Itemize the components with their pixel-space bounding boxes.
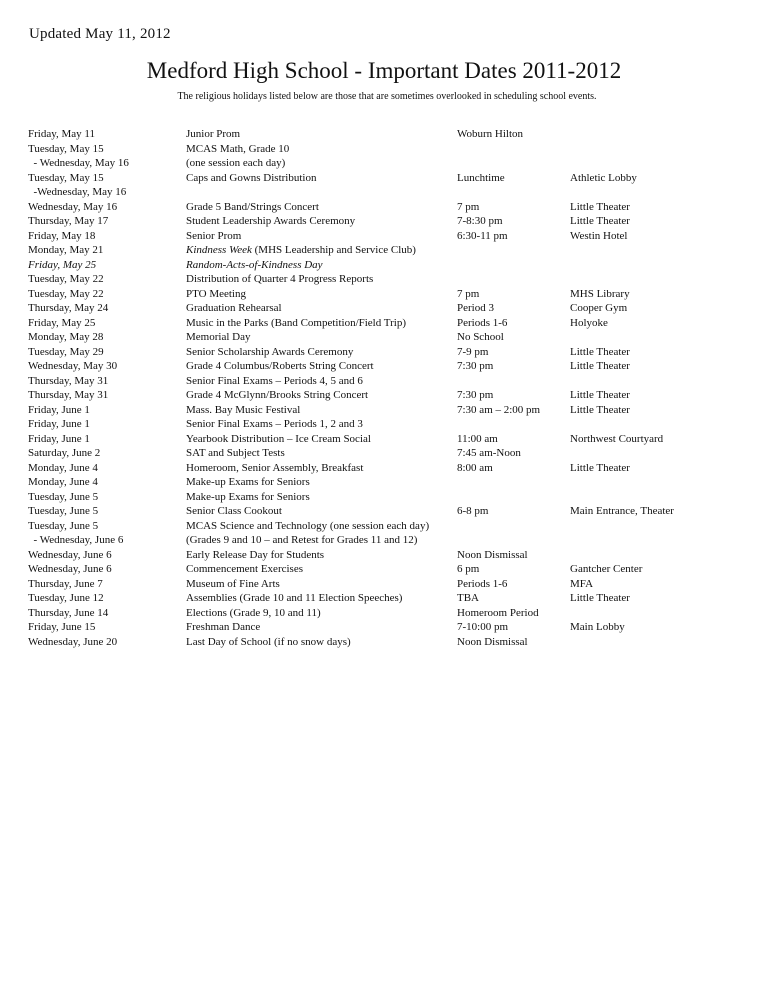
- event-text: Museum of Fine Arts: [186, 577, 280, 590]
- event-text: MCAS Math, Grade 10: [186, 142, 290, 155]
- table-row: [0, 359, 768, 374]
- time-cell: Periods 1-6: [457, 316, 508, 329]
- table-row: [0, 562, 768, 577]
- date-cell: Friday, June 15: [28, 621, 96, 633]
- location-cell: Little Theater: [570, 215, 630, 227]
- event-text: Grade 4 McGlynn/Brooks String Concert: [186, 389, 369, 401]
- location-cell: Cooper Gym: [570, 302, 628, 314]
- event-cell: [186, 533, 417, 548]
- event-text: Last Day of School (if no snow days): [186, 635, 351, 648]
- event-text: (Grades 9 and 10 – and Retest for Grades 11 and 12): [186, 534, 418, 546]
- event-text: Memorial Day: [186, 331, 251, 343]
- event-cell: [186, 591, 402, 606]
- event-text: Make-up Exams for Seniors: [186, 476, 310, 488]
- event-text: MCAS Science and Technology (one session each day): [186, 519, 430, 532]
- date-cell: Wednesday, May 16: [28, 200, 118, 213]
- event-cell: [186, 635, 351, 650]
- event-cell: [186, 127, 240, 142]
- date-cell: Friday, May 25: [28, 258, 97, 271]
- event-text: Commencement Exercises: [186, 563, 303, 575]
- event-text: PTO Meeting: [186, 287, 246, 300]
- event-text: Senior Final Exams – Periods 1, 2 and 3: [186, 418, 363, 430]
- table-row: [0, 272, 768, 287]
- date-cell: Tuesday, June 5: [28, 505, 99, 517]
- event-cell: [186, 287, 246, 302]
- table-row: [0, 345, 768, 360]
- date-cell: - Wednesday, June 6: [28, 534, 124, 546]
- event-text: (one session each day): [186, 157, 286, 169]
- event-text: Elections (Grade 9, 10 and 11): [186, 606, 321, 619]
- location-cell: Holyoke: [570, 316, 608, 329]
- location-cell: Little Theater: [570, 403, 630, 416]
- event-cell: [186, 548, 324, 563]
- table-row: [0, 243, 768, 258]
- event-text: Grade 4 Columbus/Roberts String Concert: [186, 360, 374, 372]
- table-row: [0, 127, 768, 142]
- date-cell: Wednesday, June 20: [28, 635, 118, 648]
- date-cell: Thursday, June 7: [28, 577, 103, 590]
- date-cell: Tuesday, May 22: [28, 287, 104, 300]
- date-cell: Monday, May 21: [28, 244, 104, 256]
- dates-table: [0, 127, 768, 649]
- event-text: Yearbook Distribution – Ice Cream Social: [186, 432, 371, 445]
- date-cell: Monday, June 4: [28, 461, 98, 474]
- date-cell: Wednesday, June 6: [28, 563, 112, 575]
- date-cell: Monday, May 28: [28, 331, 104, 343]
- date-cell: Tuesday, May 22: [28, 273, 104, 285]
- time-cell: Noon Dismissal: [457, 548, 528, 561]
- time-cell: Woburn Hilton: [457, 128, 524, 140]
- event-text: SAT and Subject Tests: [186, 447, 285, 459]
- event-cell: [186, 446, 285, 461]
- event-text: Senior Prom: [186, 229, 242, 242]
- event-cell: [186, 417, 363, 432]
- table-row: [0, 504, 768, 519]
- location-cell: Little Theater: [570, 389, 630, 401]
- location-cell: MHS Library: [570, 287, 630, 300]
- table-row: [0, 200, 768, 215]
- event-cell: [186, 432, 371, 447]
- time-cell: Noon Dismissal: [457, 635, 528, 648]
- location-cell: Little Theater: [570, 461, 630, 474]
- table-row: [0, 316, 768, 331]
- table-row: [0, 301, 768, 316]
- event-cell: [186, 388, 368, 403]
- event-italic-text: Kindness Week: [186, 244, 252, 256]
- event-cell: [186, 374, 363, 389]
- event-italic-text: Random-Acts-of-Kindness Day: [186, 258, 323, 271]
- time-cell: 7:30 pm: [457, 360, 494, 372]
- event-text: Assemblies (Grade 10 and 11 Election Speeches): [186, 592, 403, 604]
- event-cell: [186, 258, 323, 273]
- time-cell: Period 3: [457, 302, 494, 314]
- time-cell: 7:30 am – 2:00 pm: [457, 403, 541, 416]
- event-text: Student Leadership Awards Ceremony: [186, 215, 356, 227]
- event-cell: [186, 214, 355, 229]
- date-cell: Tuesday, May 15: [28, 171, 104, 184]
- location-cell: MFA: [570, 577, 594, 590]
- event-cell: [186, 229, 241, 244]
- event-cell: [186, 461, 363, 476]
- event-cell: [186, 606, 321, 621]
- location-cell: Little Theater: [570, 345, 630, 358]
- event-cell: [186, 359, 374, 374]
- date-cell: Tuesday, June 12: [28, 592, 104, 604]
- date-cell: Wednesday, May 30: [28, 360, 118, 372]
- table-row: [0, 519, 768, 534]
- event-text: (MHS Leadership and Service Club): [251, 244, 416, 256]
- table-row: [0, 142, 768, 157]
- event-cell: [186, 142, 289, 157]
- time-cell: TBA: [457, 592, 479, 604]
- event-cell: [186, 403, 300, 418]
- time-cell: 7:30 pm: [457, 389, 494, 401]
- event-cell: [186, 519, 429, 534]
- date-cell: -Wednesday, May 16: [28, 186, 127, 198]
- table-row: [0, 432, 768, 447]
- location-cell: Little Theater: [570, 200, 630, 213]
- date-cell: Tuesday, June 5: [28, 519, 99, 532]
- date-cell: Friday, June 1: [28, 418, 90, 430]
- table-row: [0, 490, 768, 505]
- time-cell: 6:30-11 pm: [457, 229, 508, 242]
- time-cell: 7-9 pm: [457, 345, 489, 358]
- date-cell: Tuesday, May 29: [28, 345, 104, 358]
- table-row: [0, 620, 768, 635]
- table-row: [0, 577, 768, 592]
- event-text: Senior Class Cookout: [186, 505, 282, 517]
- table-row: [0, 533, 768, 548]
- event-cell: [186, 272, 373, 287]
- table-row: [0, 403, 768, 418]
- event-cell: [186, 345, 353, 360]
- event-text: Senior Scholarship Awards Ceremony: [186, 345, 354, 358]
- event-text: Graduation Rehearsal: [186, 302, 282, 314]
- time-cell: 6-8 pm: [457, 505, 489, 517]
- date-cell: Friday, June 1: [28, 403, 90, 416]
- event-cell: [186, 301, 282, 316]
- table-row: [0, 171, 768, 186]
- table-row: [0, 446, 768, 461]
- time-cell: 6 pm: [457, 563, 480, 575]
- date-cell: Saturday, June 2: [28, 447, 101, 459]
- table-row: [0, 606, 768, 621]
- date-cell: Friday, June 1: [28, 432, 90, 445]
- event-text: Early Release Day for Students: [186, 548, 325, 561]
- page-title: Medford High School - Important Dates 2011-2012: [146, 58, 622, 83]
- event-cell: [186, 620, 260, 635]
- event-text: Freshman Dance: [186, 621, 261, 633]
- location-cell: Athletic Lobby: [570, 171, 637, 184]
- table-row: [0, 417, 768, 432]
- location-cell: Little Theater: [570, 592, 630, 604]
- table-row: [0, 258, 768, 273]
- event-cell: [186, 490, 310, 505]
- date-cell: Thursday, May 24: [28, 302, 109, 314]
- time-cell: Lunchtime: [457, 171, 505, 184]
- date-cell: Thursday, June 14: [28, 606, 109, 619]
- event-text: Senior Final Exams – Periods 4, 5 and 6: [186, 374, 363, 387]
- event-text: Homeroom, Senior Assembly, Breakfast: [186, 461, 364, 474]
- time-cell: Homeroom Period: [457, 606, 539, 619]
- event-cell: [186, 475, 310, 490]
- time-cell: No School: [457, 331, 504, 343]
- date-cell: Monday, June 4: [28, 476, 98, 488]
- date-cell: Thursday, May 31: [28, 389, 109, 401]
- table-row: [0, 591, 768, 606]
- table-row: [0, 548, 768, 563]
- time-cell: 7-10:00 pm: [457, 621, 509, 633]
- updated-date: Updated May 11, 2012: [29, 26, 171, 42]
- event-cell: [186, 243, 416, 258]
- location-cell: Main Entrance, Theater: [570, 505, 674, 517]
- date-cell: Tuesday, May 15: [28, 142, 104, 155]
- event-cell: [186, 330, 250, 345]
- table-row: [0, 185, 768, 200]
- table-row: [0, 374, 768, 389]
- location-cell: Main Lobby: [570, 621, 625, 633]
- table-row: [0, 156, 768, 171]
- event-cell: [186, 504, 282, 519]
- location-cell: Little Theater: [570, 360, 630, 372]
- time-cell: 7-8:30 pm: [457, 215, 503, 227]
- event-text: Distribution of Quarter 4 Progress Reports: [186, 273, 374, 285]
- event-cell: [186, 577, 280, 592]
- date-cell: Tuesday, June 5: [28, 490, 99, 503]
- table-row: [0, 287, 768, 302]
- table-row: [0, 214, 768, 229]
- time-cell: 7 pm: [457, 287, 480, 300]
- time-cell: 7:45 am-Noon: [457, 447, 521, 459]
- table-row: [0, 229, 768, 244]
- time-cell: 8:00 am: [457, 461, 493, 474]
- event-text: Mass. Bay Music Festival: [186, 403, 301, 416]
- date-cell: Friday, May 18: [28, 229, 96, 242]
- event-cell: [186, 200, 319, 215]
- time-cell: 7 pm: [457, 200, 480, 213]
- time-cell: Periods 1-6: [457, 577, 508, 590]
- time-cell: 11:00 am: [457, 432, 498, 445]
- date-cell: - Wednesday, May 16: [28, 157, 129, 169]
- location-cell: Westin Hotel: [570, 229, 628, 242]
- event-cell: [186, 562, 303, 577]
- date-cell: Friday, May 25: [28, 316, 96, 329]
- page-subtitle: The religious holidays listed below are those that are sometimes overlooked in scheduling school events.: [177, 91, 597, 102]
- date-cell: Thursday, May 31: [28, 374, 109, 387]
- location-cell: Gantcher Center: [570, 563, 643, 575]
- table-row: [0, 388, 768, 403]
- date-cell: Friday, May 11: [28, 128, 96, 140]
- date-cell: Thursday, May 17: [28, 215, 109, 227]
- event-text: Grade 5 Band/Strings Concert: [186, 200, 319, 213]
- location-cell: Northwest Courtyard: [570, 432, 664, 445]
- event-text: Caps and Gowns Distribution: [186, 171, 317, 184]
- event-text: Music in the Parks (Band Competition/Field Trip): [186, 316, 407, 329]
- table-row: [0, 330, 768, 345]
- table-row: [0, 635, 768, 650]
- event-cell: [186, 171, 316, 186]
- table-row: [0, 475, 768, 490]
- event-text: Make-up Exams for Seniors: [186, 490, 310, 503]
- event-cell: [186, 156, 285, 171]
- table-row: [0, 461, 768, 476]
- event-cell: [186, 316, 406, 331]
- event-text: Junior Prom: [186, 128, 241, 140]
- date-cell: Wednesday, June 6: [28, 548, 112, 561]
